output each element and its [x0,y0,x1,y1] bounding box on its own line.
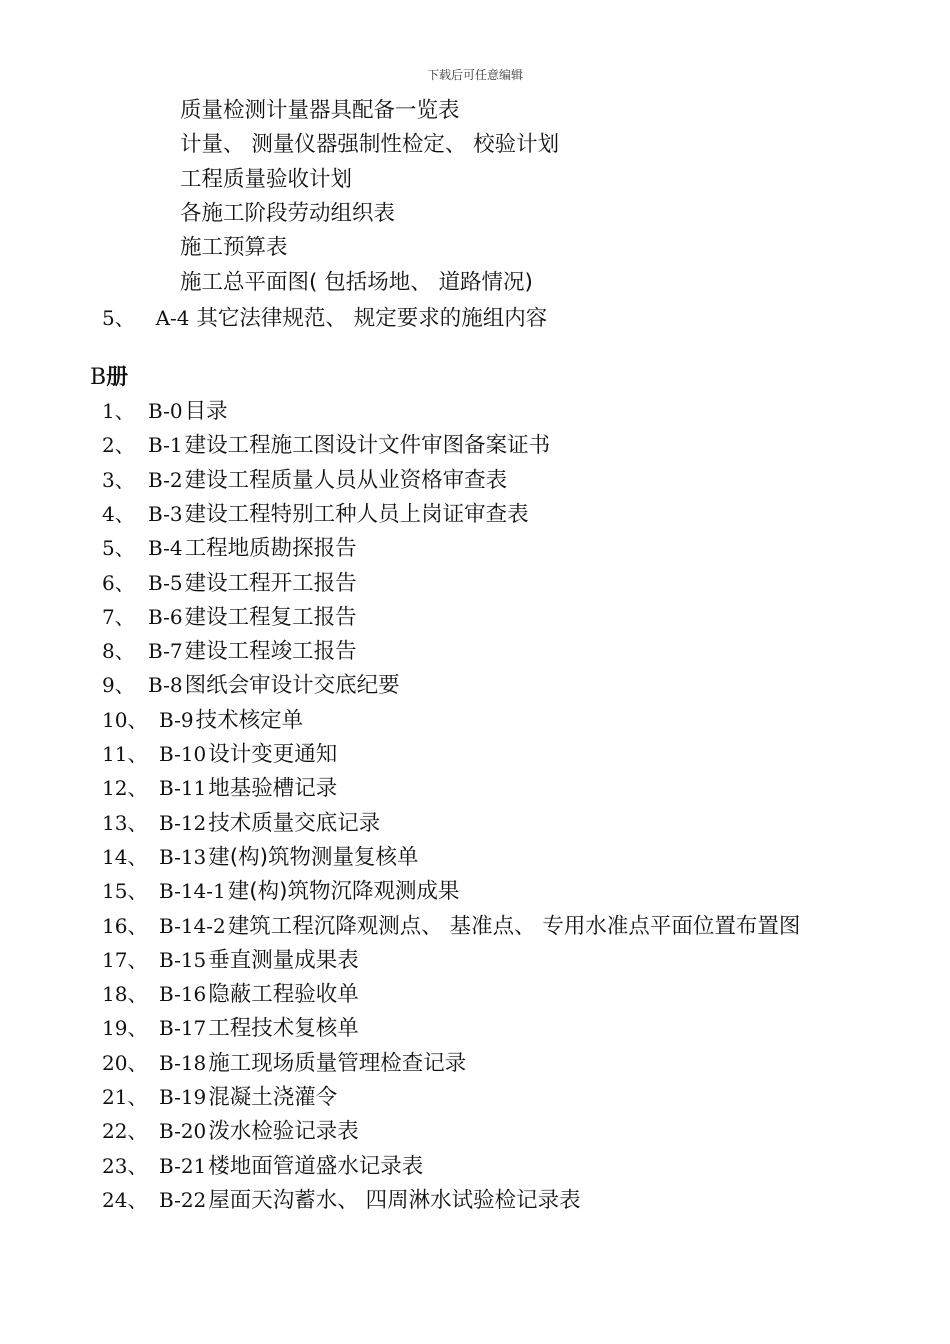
item-title: 建设工程特别工种人员上岗证审查表 [184,501,529,527]
list-item [102,397,228,425]
item-title: 技术质量交底记录 [208,810,381,836]
item-title: 泼水检验记录表 [208,1119,359,1145]
item-code: B-21 [159,1153,207,1178]
list-item [102,534,357,562]
item-number: 14、 [102,844,148,869]
item-number: 3、 [102,467,135,492]
item-title: 建设工程复工报告 [184,604,357,630]
list-item [102,1117,359,1145]
list-item [102,740,337,768]
item-code: B-1 [148,433,183,458]
item-number: 5、 [102,306,135,330]
item-title: 施工现场质量管理检查记录 [208,1050,467,1076]
item-number: 8、 [102,639,135,664]
a-last-item [102,304,547,332]
item-title: 工程技术复核单 [208,1016,359,1042]
item-code: B-13 [159,844,207,869]
item-number: 15、 [102,879,148,904]
item-title: 地基验槽记录 [208,776,338,802]
item-number: 1、 [102,399,135,423]
list-item [102,706,303,734]
item-title: 屋面天沟蓄水、 四周淋水试验检记录表 [208,1187,581,1213]
item-title: 技术核定单 [195,707,304,733]
item-number: 18、 [102,982,148,1007]
item-title: 混凝土浇灌令 [208,1085,338,1110]
item-title: 建筑工程沉降观测点、 基准点、 专用水准点平面位置布置图 [227,913,801,939]
list-item [102,500,529,528]
item-code: B-4 [148,536,183,561]
item-code: B-7 [148,639,183,664]
item-code: B-14-1 [159,879,226,904]
list-item [102,603,357,631]
list-item: 质量检测计量器具配备一览表 [180,98,460,123]
item-code: B-14-2 [159,913,226,938]
list-item: 施工预算表 [180,235,288,261]
item-code: B-16 [159,982,207,1007]
item-title: 建(构)筑物沉降观测成果 [227,879,460,905]
item-title: 建(构)筑物测量复核单 [208,844,419,870]
item-title: 垂直测量成果表 [208,947,359,973]
list-item [102,946,359,974]
item-code: B-3 [148,501,183,526]
item-code: A-4 [155,306,190,330]
item-number: 6、 [102,570,135,595]
list-item [102,1014,359,1042]
item-number: 22、 [102,1119,148,1144]
item-code: B-8 [148,673,183,698]
item-code: B-15 [159,947,207,972]
item-number: 12、 [102,776,148,801]
list-item [102,1049,466,1077]
item-code: B-19 [159,1085,207,1109]
item-code: B-9 [159,707,194,732]
item-code: B-12 [159,810,207,835]
item-code: B-20 [159,1119,207,1144]
item-number: 4、 [102,501,135,526]
item-number: 9、 [102,673,135,698]
item-code: B-11 [159,776,207,801]
list-item [102,809,380,837]
section-label: 册 [106,365,129,390]
list-item [102,671,400,699]
list-item [102,1152,423,1180]
item-title: 其它法律规范、 规定要求的施组内容 [196,306,548,331]
page-header: 下载后可任意编辑 [426,68,523,82]
item-title: 楼地面管道盛水记录表 [208,1153,424,1179]
item-code: B-2 [148,467,183,492]
section-letter: B [90,365,107,390]
item-number: 21、 [102,1085,148,1109]
list-item [102,466,507,494]
list-item: 工程质量验收计划 [180,166,353,192]
list-item [102,637,357,665]
item-code: B-17 [159,1016,207,1041]
item-title: 图纸会审设计交底纪要 [184,673,400,699]
list-item [102,569,357,597]
item-title: 建设工程竣工报告 [184,639,357,665]
item-number: 24、 [102,1187,148,1212]
list-item: 施工总平面图( 包括场地、 道路情况) [180,269,533,295]
list-item: 计量、 测量仪器强制性检定、 校验计划 [180,132,560,158]
list-item [102,877,460,905]
item-number: 19、 [102,1016,148,1041]
item-code: B-6 [148,604,183,629]
item-code: B-18 [159,1050,207,1075]
item-title: 目录 [184,399,228,424]
item-title: 隐蔽工程验收单 [208,982,359,1008]
item-number: 11、 [102,742,148,766]
list-item [102,1186,581,1214]
item-title: 工程地质勘探报告 [184,536,357,562]
item-number: 23、 [102,1153,148,1178]
item-number: 20、 [102,1050,148,1075]
list-item [102,912,800,940]
item-number: 7、 [102,604,135,629]
item-title: 建设工程质量人员从业资格审查表 [184,467,508,493]
item-number: 17、 [102,947,148,972]
item-number: 10、 [102,707,148,732]
list-item [102,431,550,459]
item-code: B-22 [159,1187,207,1212]
item-number: 5、 [102,536,135,561]
list-item [102,843,419,871]
item-number: 2、 [102,433,135,458]
item-code: B-0 [148,399,183,423]
item-title: 建设工程开工报告 [184,570,357,596]
list-item: 各施工阶段劳动组织表 [180,200,396,226]
item-code: B-5 [148,570,183,595]
item-number: 16、 [102,913,148,938]
item-number: 13、 [102,810,148,835]
section-title-b [90,364,128,392]
list-item [102,1083,337,1111]
item-title: 建设工程施工图设计文件审图备案证书 [184,433,551,459]
item-title: 设计变更通知 [208,742,338,767]
item-code: B-10 [159,742,207,766]
list-item [102,774,337,802]
list-item [102,980,359,1008]
